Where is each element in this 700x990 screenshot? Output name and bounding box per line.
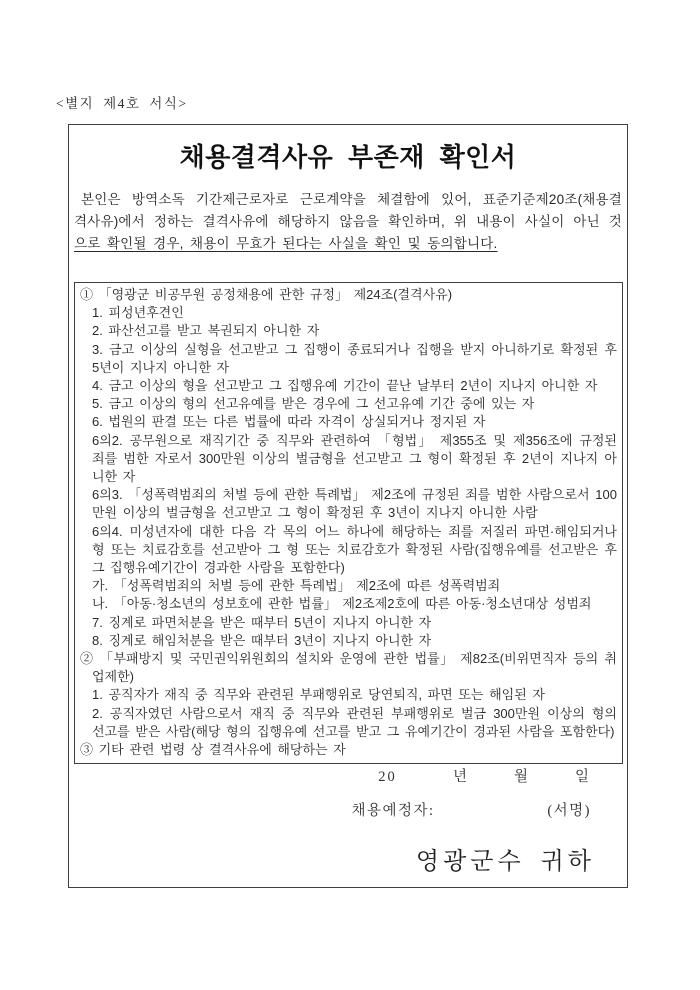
intro-line-3-underlined: 으로 확인될 경우, 채용이 무효가 된다는 사실을 확인 및 동의합니다. bbox=[74, 236, 498, 251]
document-title: 채용결격사유 부존재 확인서 bbox=[179, 142, 517, 172]
clause-item: ③ 기타 관련 법령 상 결격사유에 해당하는 자 bbox=[80, 742, 346, 758]
clause-item: 2. 파산선고를 받고 복권되지 아니한 자 bbox=[92, 323, 320, 339]
clause-item: 6. 법원의 판결 또는 다른 법률에 따라 자격이 상실되거나 정지된 자 bbox=[92, 414, 486, 430]
form-annex-label: <별지 제4호 서식> bbox=[56, 96, 188, 111]
clause-item: ② 「부패방지 및 국민권익위원회의 설치와 운영에 관한 법률」 제82조(비위면직자 등의 취업제한) bbox=[80, 651, 617, 685]
clause-item: 6의2. 공무원으로 재직기간 중 직무와 관련하여 「형법」 제355조 및 제356조에 규정된 죄를 범한 자로서 300만원 이상의 벌금형을 선고받고 그 형이 확정된 후 2년이 지나지 아니한 자 bbox=[92, 432, 617, 485]
clause-item: 나. 「아동·청소년의 성보호에 관한 법률」 제2조제2호에 따른 아동·청소년대상 성범죄 bbox=[92, 596, 592, 612]
intro-line-1: 본인은 방역소독 기간제근로자로 근로계약을 체결함에 있어, 표준기준제20조(채용결 bbox=[81, 192, 622, 207]
clause-item: 6의3. 「성폭력범죄의 처벌 등에 관한 특례법」 제2조에 규정된 죄를 범한 사람으로서 100만원 이상의 벌금형을 선고받고 그 형이 확정된 후 3년이 지나지 아니한 사람 bbox=[92, 487, 617, 521]
applicant-signature-line: 채용예정자: (서명) bbox=[351, 803, 591, 819]
document-frame bbox=[68, 124, 628, 888]
intro-line-2: 격사유)에서 정하는 결격사유에 해당하지 않음을 확인하며, 위 내용이 사실이 아닌 것 bbox=[74, 214, 622, 229]
clause-item: 1. 피성년후견인 bbox=[92, 305, 184, 321]
disqualification-clause-box bbox=[74, 282, 623, 764]
clause-item: 6의4. 미성년자에 대한 다음 각 목의 어느 하나에 해당하는 죄를 저질러 파면·해임되거나 형 또는 치료감호를 선고받아 그 형 또는 치료감호가 확정된 사람(집행유예를 선고받은 후 그 집행유예기간이 경과한 사람을 포함한다) bbox=[92, 523, 617, 576]
clause-item: 8. 징계로 해임처분을 받은 때부터 3년이 지나지 아니한 자 bbox=[92, 632, 432, 648]
clause-item: ① 「영광군 비공무원 공정채용에 관한 규정」 제24조(결격사유) bbox=[80, 287, 453, 302]
clause-item: 7. 징계로 파면처분을 받은 때부터 5년이 지나지 아니한 자 bbox=[92, 614, 432, 630]
clause-item: 3. 금고 이상의 실형을 선고받고 그 집행이 종료되거나 집행을 받지 아니하기로 확정된 후 5년이 지나지 아니한 자 bbox=[92, 341, 617, 375]
recipient-line: 영광군수 귀하 bbox=[415, 849, 595, 875]
clause-item: 5. 금고 이상의 형의 선고유예를 받은 경우에 그 선고유예 기간 중에 있는 자 bbox=[92, 396, 535, 412]
date-line: 20 년 월 일 bbox=[378, 769, 591, 785]
clause-item: 가. 「성폭력범죄의 처벌 등에 관한 특례법」 제2조에 따른 성폭력범죄 bbox=[92, 578, 501, 594]
clause-item: 1. 공직자가 재직 중 직무와 관련된 부패행위로 당연퇴직, 파면 또는 해임된 자 bbox=[92, 687, 545, 703]
clause-item: 4. 금고 이상의 형을 선고받고 그 집행유예 기간이 끝난 날부터 2년이 지나지 아니한 자 bbox=[92, 378, 598, 394]
clause-item: 2. 공직자였던 사람으로서 재직 중 직무와 관련된 부패행위로 벌금 300만원 이상의 형의 선고를 받은 사람(해당 형의 집행유예 선고를 받고 그 유예기간이 경과된 사람을 포함한다) bbox=[92, 705, 617, 739]
confirmation-paragraph bbox=[74, 189, 622, 255]
